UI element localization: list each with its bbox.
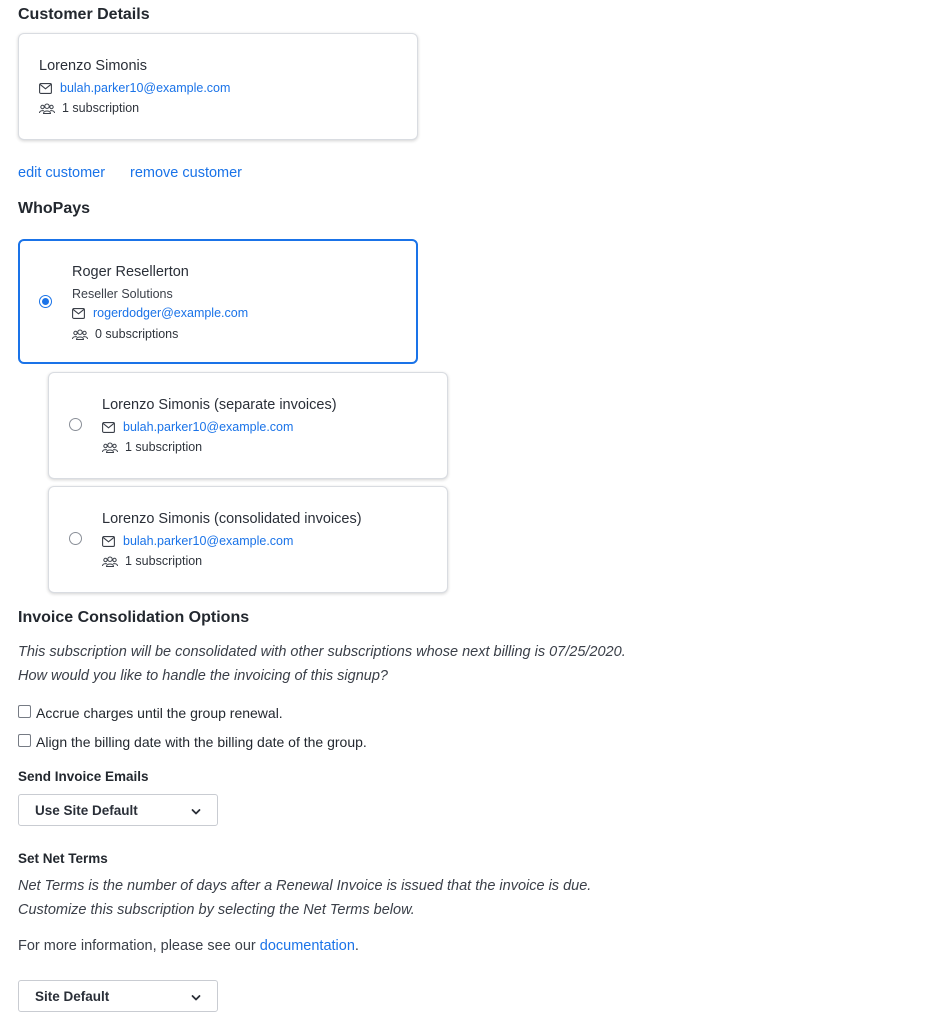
documentation-link[interactable]: documentation [259,938,355,954]
chevron-down-icon [191,991,201,1001]
customer-email-row [39,81,230,95]
payer-email-row [72,306,248,320]
payer-name: Lorenzo Simonis (separate invoices) [102,397,337,413]
payer-org: Reseller Solutions [72,287,173,301]
customer-subscription-count: 1 subscription [62,101,140,115]
payer-email-link[interactable]: bulah.parker10@example.com [123,420,294,434]
payer-option-separate[interactable] [48,372,448,479]
payer-radio-consolidated[interactable] [69,532,82,545]
net-terms-more-info [18,938,359,954]
customer-email-link[interactable]: bulah.parker10@example.com [60,81,231,95]
send-invoice-emails-select[interactable] [18,794,218,826]
accrue-charges-label[interactable]: Accrue charges until the group renewal. [36,705,283,721]
net-terms-value: Site Default [35,988,110,1004]
customer-name: Lorenzo Simonis [39,58,147,74]
payer-email-link[interactable]: bulah.parker10@example.com [123,534,294,548]
more-info-prefix: For more information, please see our [18,938,260,954]
net-terms-description-line2: Customize this subscription by selecting the Net Terms below. [18,902,415,918]
payer-option-consolidated[interactable] [48,486,448,593]
users-icon [72,328,88,340]
envelope-icon [72,307,86,319]
users-icon [102,555,118,567]
payer-subscription-count: 1 subscription [125,554,203,568]
payer-radio-reseller[interactable] [39,295,52,308]
whopays-heading: WhoPays [18,200,91,217]
accrue-charges-checkbox[interactable] [18,705,31,718]
edit-customer-link[interactable]: edit customer [18,165,106,181]
payer-radio-separate[interactable] [69,418,82,431]
customer-details-heading: Customer Details [18,6,150,23]
users-icon [39,102,55,114]
consolidation-description-line1: This subscription will be consolidated with other subscriptions whose next billing is 07/25/2020. [18,644,626,660]
align-billing-checkbox[interactable] [18,734,31,747]
consolidation-heading: Invoice Consolidation Options [18,609,250,626]
payer-subscriptions-row [102,440,202,454]
payer-subscription-count: 0 subscriptions [95,327,179,341]
envelope-icon [39,82,53,94]
payer-subscriptions-row [72,327,178,341]
users-icon [102,441,118,453]
envelope-icon [102,421,116,433]
payer-email-row [102,534,293,548]
payer-subscription-count: 1 subscription [125,440,203,454]
payer-name: Roger Resellerton [72,264,189,280]
customer-card [18,33,418,140]
consolidation-description-line2: How would you like to handle the invoicing of this signup? [18,668,388,684]
customer-subscriptions-row [39,101,139,115]
chevron-down-icon [191,805,201,815]
send-invoice-emails-value: Use Site Default [35,802,138,818]
more-info-suffix: . [354,938,359,954]
payer-option-reseller[interactable] [18,239,418,364]
remove-customer-link[interactable]: remove customer [130,165,243,181]
payer-name: Lorenzo Simonis (consolidated invoices) [102,511,362,527]
envelope-icon [102,535,116,547]
send-invoice-emails-heading: Send Invoice Emails [18,769,149,784]
net-terms-heading: Set Net Terms [18,851,108,866]
net-terms-description-line1: Net Terms is the number of days after a Renewal Invoice is issued that the invoice is due. [18,878,592,894]
net-terms-select[interactable] [18,980,218,1012]
payer-email-link[interactable]: rogerdodger@example.com [93,306,249,320]
align-billing-label[interactable]: Align the billing date with the billing date of the group. [36,734,367,750]
payer-subscriptions-row [102,554,202,568]
payer-email-row [102,420,293,434]
